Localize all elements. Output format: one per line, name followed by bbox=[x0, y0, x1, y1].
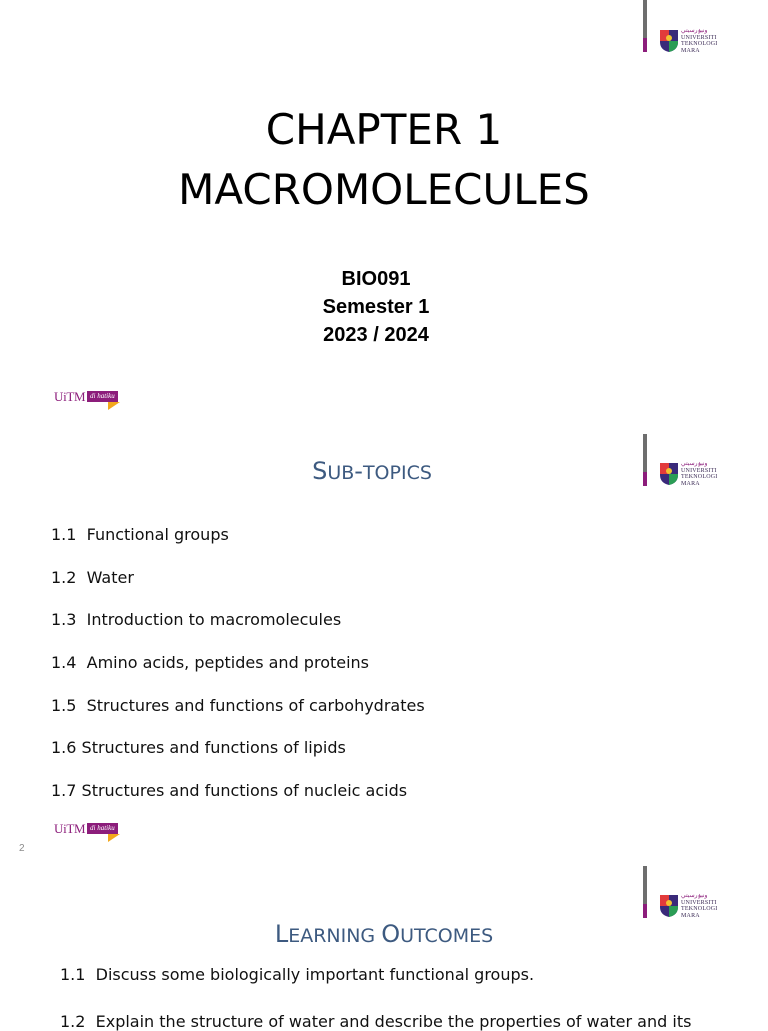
university-line3: MARA bbox=[681, 47, 700, 54]
subtopic-item: 1.3 Introduction to macromolecules bbox=[51, 610, 342, 629]
university-line1: UNIVERSITI bbox=[681, 34, 717, 41]
header-divider bbox=[643, 0, 647, 52]
page-number: 2 bbox=[19, 843, 25, 854]
university-line3: MARA bbox=[681, 480, 700, 487]
outcome-item: 1.2 Explain the structure of water and describe the properties of water and its bbox=[60, 1012, 692, 1031]
title-initial-2: O bbox=[381, 920, 401, 948]
outcome-item: 1.1 Discuss some biologically important functional groups. bbox=[60, 965, 535, 984]
university-name bbox=[681, 28, 717, 54]
semester-label: Semester 1 bbox=[322, 296, 430, 318]
crest-icon bbox=[659, 894, 679, 918]
title-rest-2: UTCOMES bbox=[400, 925, 494, 947]
subtopic-item: 1.4 Amino acids, peptides and proteins bbox=[51, 653, 370, 672]
chapter-name: MACROMOLECULES bbox=[178, 165, 590, 214]
slide-title bbox=[0, 0, 768, 432]
subtopic-item: 1.6 Structures and functions of lipids bbox=[51, 738, 346, 757]
uitm-di-hatiku-logo bbox=[54, 821, 124, 843]
slide-subtopics bbox=[0, 432, 768, 864]
title-initial: L bbox=[274, 920, 289, 948]
university-line3: MARA bbox=[681, 912, 700, 919]
slide-learning-outcomes bbox=[0, 864, 768, 1031]
university-line2: TEKNOLOGI bbox=[681, 906, 718, 912]
header-divider bbox=[643, 866, 647, 918]
title-rest: EARNING bbox=[288, 925, 376, 947]
university-jawi: ونيۏرسيتي bbox=[681, 461, 708, 467]
uitm-wordmark: UiTM bbox=[54, 821, 86, 836]
uitm-tagline: di hatiku bbox=[87, 823, 118, 834]
title-hyphen: - bbox=[354, 457, 363, 485]
university-logo bbox=[659, 28, 721, 54]
session-label: 2023 / 2024 bbox=[323, 324, 429, 346]
subtopic-item: 1.2 Water bbox=[51, 568, 134, 587]
uitm-tagline: di hatiku bbox=[87, 391, 118, 402]
section-title bbox=[0, 457, 744, 485]
crest-icon bbox=[659, 29, 679, 53]
university-jawi: ونيۏرسيتي bbox=[681, 28, 708, 34]
uitm-wordmark: UiTM bbox=[54, 389, 86, 404]
university-line1: UNIVERSITI bbox=[681, 899, 717, 906]
flag-icon bbox=[108, 834, 120, 842]
subtopic-item: 1.5 Structures and functions of carbohydrates bbox=[51, 696, 425, 715]
title-word2: TOPICS bbox=[362, 462, 432, 484]
chapter-title bbox=[0, 100, 768, 220]
subtopic-item: 1.7 Structures and functions of nucleic acids bbox=[51, 781, 408, 800]
university-line2: TEKNOLOGI bbox=[681, 41, 718, 47]
university-line2: TEKNOLOGI bbox=[681, 474, 718, 480]
course-code: BIO091 bbox=[341, 268, 411, 290]
section-title bbox=[0, 920, 768, 948]
flag-icon bbox=[108, 402, 120, 410]
chapter-number: CHAPTER 1 bbox=[265, 105, 503, 154]
university-jawi: ونيۏرسيتي bbox=[681, 893, 708, 899]
course-info bbox=[0, 265, 752, 349]
title-rest: UB bbox=[327, 462, 355, 484]
university-line1: UNIVERSITI bbox=[681, 467, 717, 474]
title-initial: S bbox=[312, 457, 328, 485]
subtopic-item: 1.1 Functional groups bbox=[51, 525, 229, 544]
uitm-di-hatiku-logo bbox=[54, 389, 124, 411]
university-name bbox=[681, 893, 717, 919]
university-logo bbox=[659, 893, 721, 919]
